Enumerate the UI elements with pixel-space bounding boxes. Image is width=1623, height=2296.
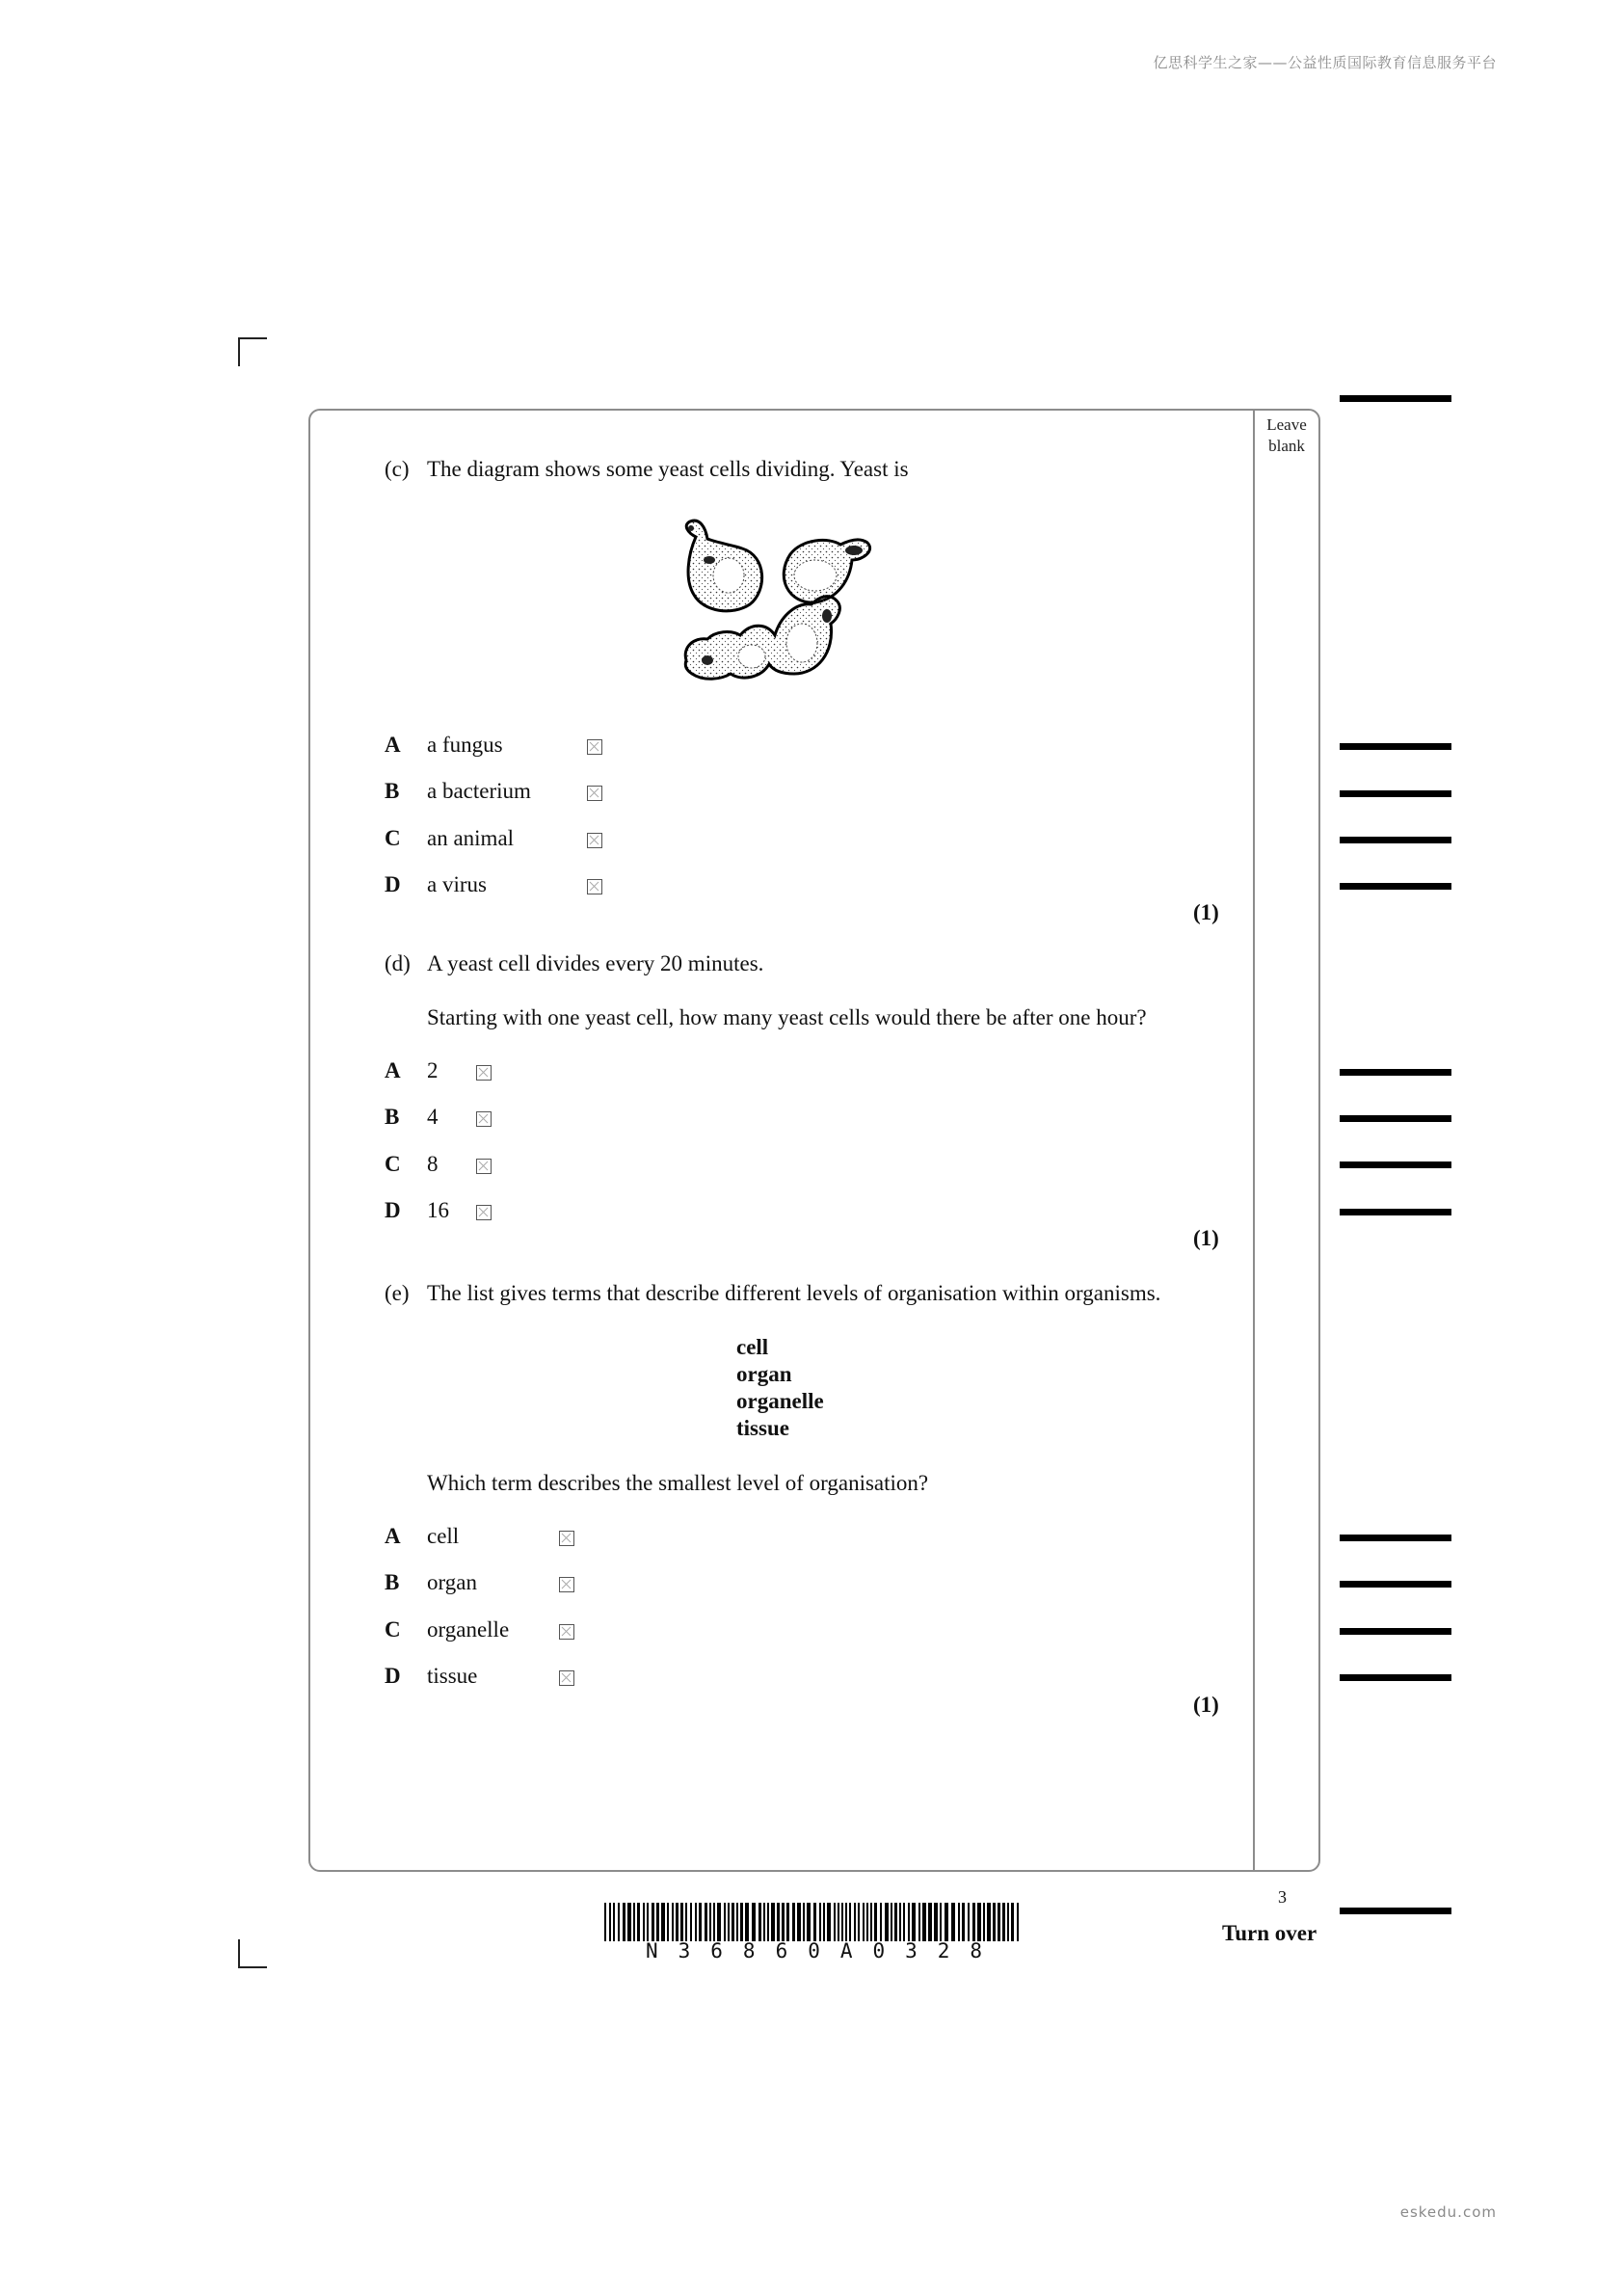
barcode-bar bbox=[866, 1903, 868, 1941]
barcode-bar bbox=[633, 1903, 635, 1941]
question-e-option-b-letter: B bbox=[385, 1570, 400, 1594]
barcode-bar bbox=[676, 1903, 678, 1941]
barcode-bar bbox=[838, 1903, 839, 1941]
checkbox-cross-icon bbox=[477, 1112, 490, 1125]
question-e-option-a-text: cell bbox=[427, 1524, 460, 1548]
barcode-bar bbox=[998, 1903, 1000, 1941]
barcode-bar bbox=[807, 1903, 811, 1941]
barcode-bar bbox=[908, 1903, 910, 1941]
barcode-bar bbox=[977, 1903, 981, 1941]
checkbox-cross-icon bbox=[588, 880, 600, 893]
barcode-bar bbox=[792, 1903, 795, 1941]
barcode-bar bbox=[728, 1903, 730, 1941]
question-c-option-b-letter: B bbox=[385, 779, 400, 803]
timing-mark bbox=[1340, 1209, 1451, 1215]
question-e-option-b-checkbox[interactable] bbox=[559, 1577, 574, 1592]
question-d-option-a-text: 2 bbox=[427, 1058, 439, 1082]
barcode-bar bbox=[740, 1903, 743, 1941]
header-watermark: 亿思科学生之家——公益性质国际教育信息服务平台 bbox=[1153, 54, 1497, 71]
barcode-bar bbox=[940, 1903, 942, 1941]
barcode-bar bbox=[709, 1903, 711, 1941]
barcode-bar bbox=[962, 1903, 965, 1941]
barcode-bar bbox=[724, 1903, 726, 1941]
barcode-bar bbox=[922, 1903, 926, 1941]
timing-mark bbox=[1340, 1628, 1451, 1635]
barcode-bar bbox=[983, 1903, 985, 1941]
question-e-label: (e) bbox=[385, 1281, 410, 1305]
barcode-bar bbox=[705, 1903, 707, 1941]
barcode-bar bbox=[891, 1903, 892, 1941]
barcode-bar bbox=[656, 1903, 659, 1941]
checkbox-cross-icon bbox=[588, 740, 600, 753]
question-d-text: A yeast cell divides every 20 minutes. bbox=[427, 951, 764, 975]
barcode-bar bbox=[699, 1903, 702, 1941]
checkbox-cross-icon bbox=[560, 1532, 572, 1544]
timing-mark bbox=[1340, 395, 1451, 402]
barcode-bar bbox=[752, 1903, 756, 1941]
checkbox-cross-icon bbox=[560, 1671, 572, 1684]
barcode-bar bbox=[968, 1903, 970, 1941]
barcode-bar bbox=[758, 1903, 761, 1941]
barcode-bar bbox=[849, 1903, 851, 1941]
question-e-option-c-text: organelle bbox=[427, 1617, 510, 1642]
question-e-option-a-letter: A bbox=[385, 1524, 401, 1548]
timing-mark bbox=[1340, 1908, 1451, 1914]
question-d-option-c-text: 8 bbox=[427, 1152, 439, 1176]
leave-blank-line-1: Leave bbox=[1266, 415, 1307, 434]
barcode-bar bbox=[899, 1903, 901, 1941]
barcode-bar bbox=[736, 1903, 738, 1941]
barcode-bar bbox=[695, 1903, 697, 1941]
barcode-bar bbox=[767, 1903, 769, 1941]
barcode-bar bbox=[786, 1903, 789, 1941]
barcode-bar bbox=[685, 1903, 687, 1941]
barcode-bar bbox=[717, 1903, 721, 1941]
question-c-option-d-text: a virus bbox=[427, 872, 487, 896]
barcode-bar bbox=[647, 1903, 649, 1941]
question-e-option-c-letter: C bbox=[385, 1617, 401, 1642]
barcode-digits: N36860A0328 bbox=[646, 1939, 1003, 1962]
barcode-bar bbox=[885, 1903, 889, 1941]
yeast-cell-budding bbox=[686, 521, 761, 611]
question-c-text: The diagram shows some yeast cells dividing. Yeast is bbox=[427, 457, 909, 481]
question-c-option-c-text: an animal bbox=[427, 826, 515, 850]
timing-mark bbox=[1340, 1161, 1451, 1168]
barcode-bar bbox=[672, 1903, 674, 1941]
timing-mark bbox=[1340, 1581, 1451, 1588]
barcode-bar bbox=[823, 1903, 825, 1941]
barcode-bar bbox=[870, 1903, 872, 1941]
question-d-option-c-checkbox[interactable] bbox=[476, 1159, 492, 1174]
barcode-bar bbox=[951, 1903, 955, 1941]
barcode-bar bbox=[777, 1903, 780, 1941]
question-c-option-b-checkbox[interactable] bbox=[587, 786, 602, 801]
term-item: tissue bbox=[736, 1416, 789, 1440]
question-d-option-a-letter: A bbox=[385, 1058, 401, 1082]
timing-mark bbox=[1340, 743, 1451, 750]
barcode-bar bbox=[680, 1903, 683, 1941]
timing-mark bbox=[1340, 1674, 1451, 1681]
checkbox-cross-icon bbox=[588, 787, 600, 799]
barcode-bar bbox=[993, 1903, 996, 1941]
timing-mark bbox=[1340, 790, 1451, 797]
barcode-bar bbox=[863, 1903, 865, 1941]
barcode-bar bbox=[834, 1903, 836, 1941]
timing-mark bbox=[1340, 1069, 1451, 1076]
footer-watermark: eskedu.com bbox=[1399, 2203, 1497, 2221]
barcode-bar bbox=[667, 1903, 669, 1941]
barcode-bar bbox=[972, 1903, 975, 1941]
question-e-prompt: Which term describes the smallest level of organisation? bbox=[427, 1471, 929, 1495]
question-e-option-d-text: tissue bbox=[427, 1664, 478, 1688]
question-c-option-d-letter: D bbox=[385, 872, 401, 896]
crop-mark-bottom-vertical bbox=[238, 1939, 240, 1968]
barcode-bar bbox=[661, 1903, 665, 1941]
term-item: organelle bbox=[736, 1389, 824, 1413]
question-d-option-a-checkbox[interactable] bbox=[476, 1065, 492, 1081]
question-c-option-c-checkbox[interactable] bbox=[587, 833, 602, 848]
question-c-option-a-checkbox[interactable] bbox=[587, 739, 602, 755]
barcode-bar bbox=[1017, 1903, 1019, 1941]
yeast-cells-diagram bbox=[675, 516, 896, 699]
barcode bbox=[604, 1903, 1024, 1941]
question-d-option-b-checkbox[interactable] bbox=[476, 1111, 492, 1127]
question-e-option-b-text: organ bbox=[427, 1570, 477, 1594]
question-e-option-d-checkbox[interactable] bbox=[559, 1670, 574, 1686]
timing-mark bbox=[1340, 1535, 1451, 1541]
barcode-bar bbox=[713, 1903, 715, 1941]
barcode-bar bbox=[854, 1903, 856, 1941]
question-e-marks: (1) bbox=[1193, 1693, 1219, 1717]
question-d-option-b-letter: B bbox=[385, 1105, 400, 1129]
question-d-prompt: Starting with one yeast cell, how many yeast cells would there be after one hour? bbox=[427, 1005, 1147, 1029]
barcode-bar bbox=[813, 1903, 816, 1941]
barcode-bar bbox=[918, 1903, 920, 1941]
barcode-bar bbox=[819, 1903, 821, 1941]
turn-over-label: Turn over bbox=[1222, 1921, 1317, 1945]
timing-mark bbox=[1340, 883, 1451, 890]
leave-blank-label bbox=[1255, 414, 1318, 457]
barcode-bar bbox=[618, 1903, 620, 1941]
question-c-marks: (1) bbox=[1193, 900, 1219, 924]
question-c-option-a-text: a fungus bbox=[427, 733, 503, 757]
barcode-bar bbox=[945, 1903, 948, 1941]
barcode-bar bbox=[643, 1903, 645, 1941]
barcode-bar bbox=[858, 1903, 860, 1941]
yeast-cell-budding bbox=[784, 540, 869, 602]
barcode-bar bbox=[637, 1903, 640, 1941]
question-c-option-d-checkbox[interactable] bbox=[587, 879, 602, 894]
question-d-marks: (1) bbox=[1193, 1226, 1219, 1250]
question-d-option-b-text: 4 bbox=[427, 1105, 439, 1129]
barcode-bar bbox=[928, 1903, 932, 1941]
question-c-option-c-letter: C bbox=[385, 826, 401, 850]
question-d-option-d-text: 16 bbox=[427, 1198, 449, 1222]
checkbox-cross-icon bbox=[477, 1160, 490, 1172]
barcode-bar bbox=[1007, 1903, 1009, 1941]
barcode-bar bbox=[1011, 1903, 1014, 1941]
barcode-bar bbox=[652, 1903, 654, 1941]
barcode-bar bbox=[827, 1903, 831, 1941]
barcode-bar bbox=[903, 1903, 905, 1941]
organisation-terms-list bbox=[736, 1334, 824, 1442]
term-item: cell bbox=[736, 1335, 769, 1359]
barcode-bar bbox=[958, 1903, 960, 1941]
page-number: 3 bbox=[1278, 1887, 1287, 1907]
question-c-option-b-text: a bacterium bbox=[427, 779, 531, 803]
barcode-bar bbox=[934, 1903, 938, 1941]
checkbox-cross-icon bbox=[588, 834, 600, 846]
barcode-bar bbox=[874, 1903, 877, 1941]
barcode-bar bbox=[690, 1903, 692, 1941]
checkbox-cross-icon bbox=[477, 1206, 490, 1218]
barcode-bar bbox=[845, 1903, 847, 1941]
question-c-label: (c) bbox=[385, 457, 410, 481]
barcode-bar bbox=[912, 1903, 916, 1941]
barcode-bar bbox=[763, 1903, 765, 1941]
barcode-bar bbox=[745, 1903, 749, 1941]
leave-blank-divider bbox=[1253, 409, 1255, 1872]
barcode-bar bbox=[987, 1903, 991, 1941]
checkbox-cross-icon bbox=[477, 1066, 490, 1079]
term-item: organ bbox=[736, 1362, 792, 1386]
barcode-bar bbox=[1002, 1903, 1005, 1941]
barcode-bar bbox=[894, 1903, 897, 1941]
leave-blank-line-2: blank bbox=[1268, 437, 1305, 455]
question-e-option-d-letter: D bbox=[385, 1664, 401, 1688]
question-d-label: (d) bbox=[385, 951, 411, 975]
barcode-bar bbox=[609, 1903, 611, 1941]
barcode-bar bbox=[732, 1903, 734, 1941]
timing-mark bbox=[1340, 837, 1451, 843]
barcode-bar bbox=[841, 1903, 843, 1941]
timing-mark bbox=[1340, 1115, 1451, 1122]
barcode-bar bbox=[782, 1903, 785, 1941]
question-e-option-c-checkbox[interactable] bbox=[559, 1624, 574, 1640]
barcode-bar bbox=[797, 1903, 801, 1941]
barcode-bar bbox=[613, 1903, 615, 1941]
question-d-option-d-letter: D bbox=[385, 1198, 401, 1222]
barcode-bar bbox=[604, 1903, 606, 1941]
checkbox-cross-icon bbox=[560, 1625, 572, 1638]
question-c-option-a-letter: A bbox=[385, 733, 401, 757]
barcode-bar bbox=[627, 1903, 631, 1941]
crop-mark-top-horizontal bbox=[238, 337, 267, 339]
crop-mark-top-vertical bbox=[238, 337, 240, 366]
question-d-option-c-letter: C bbox=[385, 1152, 401, 1176]
question-d-option-d-checkbox[interactable] bbox=[476, 1205, 492, 1220]
question-e-option-a-checkbox[interactable] bbox=[559, 1531, 574, 1546]
checkbox-cross-icon bbox=[560, 1578, 572, 1590]
barcode-bar bbox=[803, 1903, 805, 1941]
crop-mark-bottom-horizontal bbox=[238, 1966, 267, 1968]
barcode-bar bbox=[880, 1903, 882, 1941]
barcode-bar bbox=[771, 1903, 775, 1941]
barcode-bar bbox=[623, 1903, 625, 1941]
question-e-text: The list gives terms that describe different levels of organisation within organisms. bbox=[427, 1281, 1161, 1305]
